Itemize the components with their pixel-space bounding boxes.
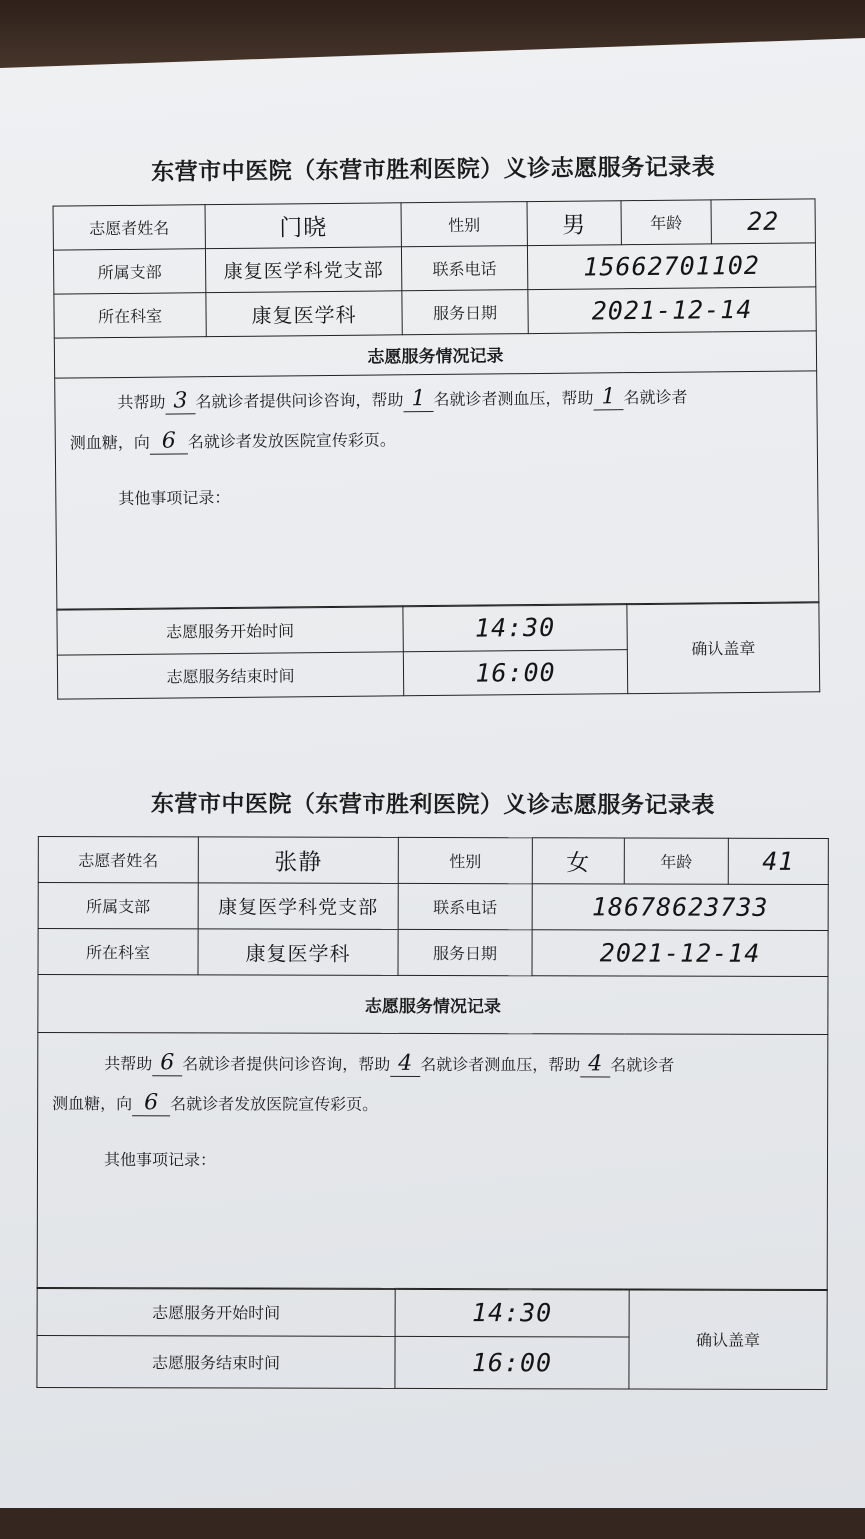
phone-value bbox=[527, 243, 815, 290]
service-line-1 bbox=[52, 1051, 827, 1079]
dept-label: 所在科室 bbox=[54, 293, 206, 338]
brochure-count: 6 bbox=[132, 1091, 170, 1116]
consult-count: 6 bbox=[152, 1051, 182, 1076]
sentence-text: 测血糖，向 bbox=[52, 1094, 133, 1114]
record-form-1 bbox=[52, 146, 819, 700]
age-handwriting: 41 bbox=[762, 846, 795, 876]
phone-label: 联系电话 bbox=[398, 883, 532, 929]
sentence-text: 名就诊者发放医院宣传彩页。 bbox=[170, 1094, 379, 1114]
sentence-text: 名就诊者 bbox=[623, 387, 688, 408]
phone-label: 联系电话 bbox=[401, 246, 527, 291]
seal-label: 确认盖章 bbox=[629, 1289, 827, 1390]
dept-value bbox=[198, 929, 398, 976]
date-value bbox=[532, 930, 828, 977]
service-line-1 bbox=[69, 383, 816, 416]
start-time-value bbox=[403, 604, 627, 652]
blood-pressure-count: 1 bbox=[403, 387, 433, 412]
date-label: 服务日期 bbox=[398, 929, 532, 975]
dept-value bbox=[206, 291, 402, 337]
desk-background-bottom bbox=[0, 1508, 865, 1539]
dept-handwriting: 康复医学科 bbox=[251, 302, 357, 328]
branch-value bbox=[198, 883, 398, 930]
date-handwriting: 2021-12-14 bbox=[599, 938, 761, 968]
name-handwriting: 张静 bbox=[274, 849, 323, 876]
sentence-text: 测血糖，向 bbox=[69, 432, 150, 453]
date-value bbox=[528, 287, 816, 334]
phone-value bbox=[532, 884, 828, 931]
date-label: 服务日期 bbox=[402, 290, 528, 335]
end-time-handwriting: 16:00 bbox=[471, 1348, 553, 1378]
blood-pressure-count: 4 bbox=[390, 1052, 420, 1077]
service-line-2 bbox=[70, 423, 817, 456]
other-notes-label: 其他事项记录： bbox=[103, 1150, 217, 1170]
consult-count: 3 bbox=[165, 389, 195, 414]
dept-label: 所在科室 bbox=[38, 928, 198, 974]
branch-value bbox=[205, 247, 401, 293]
form-title: 东营市中医院（东营市胜利医院）义诊志愿服务记录表 bbox=[150, 790, 715, 819]
age-label: 年龄 bbox=[624, 838, 728, 884]
phone-handwriting: 15662701102 bbox=[583, 250, 761, 282]
section-heading: 志愿服务情况记录 bbox=[38, 974, 828, 1034]
sentence-text: 名就诊者测血压，帮助 bbox=[420, 1054, 581, 1075]
name-value bbox=[198, 837, 398, 884]
name-value bbox=[205, 203, 401, 249]
end-time-label: 志愿服务结束时间 bbox=[37, 1336, 395, 1389]
gender-value bbox=[532, 838, 624, 884]
date-handwriting: 2021-12-14 bbox=[591, 294, 753, 326]
gender-label: 性别 bbox=[401, 202, 527, 247]
section-heading: 志愿服务情况记录 bbox=[54, 331, 816, 378]
sentence-text: 共帮助 bbox=[104, 1054, 153, 1074]
dept-handwriting: 康复医学科 bbox=[245, 941, 351, 966]
name-handwriting: 门晓 bbox=[279, 215, 328, 242]
sentence-text: 名就诊者发放医院宣传彩页。 bbox=[187, 430, 396, 452]
blood-sugar-count: 1 bbox=[593, 385, 623, 410]
start-time-value bbox=[395, 1289, 629, 1338]
sentence-text: 名就诊者提供问诊咨询，帮助 bbox=[195, 390, 404, 412]
start-time-label: 志愿服务开始时间 bbox=[37, 1288, 395, 1337]
branch-label: 所属支部 bbox=[38, 882, 198, 928]
other-notes-label: 其他事项记录： bbox=[118, 487, 231, 509]
branch-label: 所属支部 bbox=[53, 249, 205, 294]
name-label: 志愿者姓名 bbox=[53, 205, 205, 250]
end-time-value bbox=[403, 650, 627, 696]
time-table bbox=[36, 1287, 827, 1390]
blood-sugar-count: 4 bbox=[580, 1052, 610, 1077]
start-time-handwriting: 14:30 bbox=[474, 613, 556, 644]
name-label: 志愿者姓名 bbox=[38, 836, 198, 882]
phone-handwriting: 18678623733 bbox=[591, 892, 769, 922]
info-table bbox=[37, 836, 829, 1291]
gender-label: 性别 bbox=[398, 837, 532, 883]
sentence-text: 名就诊者 bbox=[610, 1055, 675, 1075]
service-record-body bbox=[37, 1032, 828, 1290]
time-table bbox=[56, 602, 820, 700]
form-title: 东营市中医院（东营市胜利医院）义诊志愿服务记录表 bbox=[151, 153, 716, 186]
record-form-2 bbox=[36, 784, 828, 1390]
seal-label: 确认盖章 bbox=[627, 602, 820, 694]
branch-handwriting: 康复医学科党支部 bbox=[223, 259, 384, 284]
sentence-text: 名就诊者提供问诊咨询，帮助 bbox=[182, 1054, 391, 1074]
end-time-value bbox=[395, 1337, 629, 1390]
age-value bbox=[728, 838, 828, 884]
start-time-label: 志愿服务开始时间 bbox=[57, 606, 403, 655]
age-value bbox=[711, 199, 815, 244]
age-handwriting: 22 bbox=[746, 206, 780, 236]
gender-value bbox=[527, 201, 621, 246]
sentence-text: 名就诊者测血压，帮助 bbox=[433, 388, 594, 410]
end-time-label: 志愿服务结束时间 bbox=[57, 652, 403, 699]
gender-handwriting: 女 bbox=[566, 850, 591, 877]
end-time-handwriting: 16:00 bbox=[475, 658, 556, 689]
gender-handwriting: 男 bbox=[562, 212, 587, 239]
sentence-text: 共帮助 bbox=[117, 392, 166, 413]
brochure-count: 6 bbox=[150, 429, 188, 454]
branch-handwriting: 康复医学科党支部 bbox=[218, 896, 379, 919]
start-time-handwriting: 14:30 bbox=[471, 1298, 553, 1328]
service-line-2 bbox=[52, 1091, 827, 1119]
age-label: 年龄 bbox=[621, 200, 711, 245]
info-table bbox=[53, 198, 820, 610]
service-record-body bbox=[55, 371, 819, 610]
